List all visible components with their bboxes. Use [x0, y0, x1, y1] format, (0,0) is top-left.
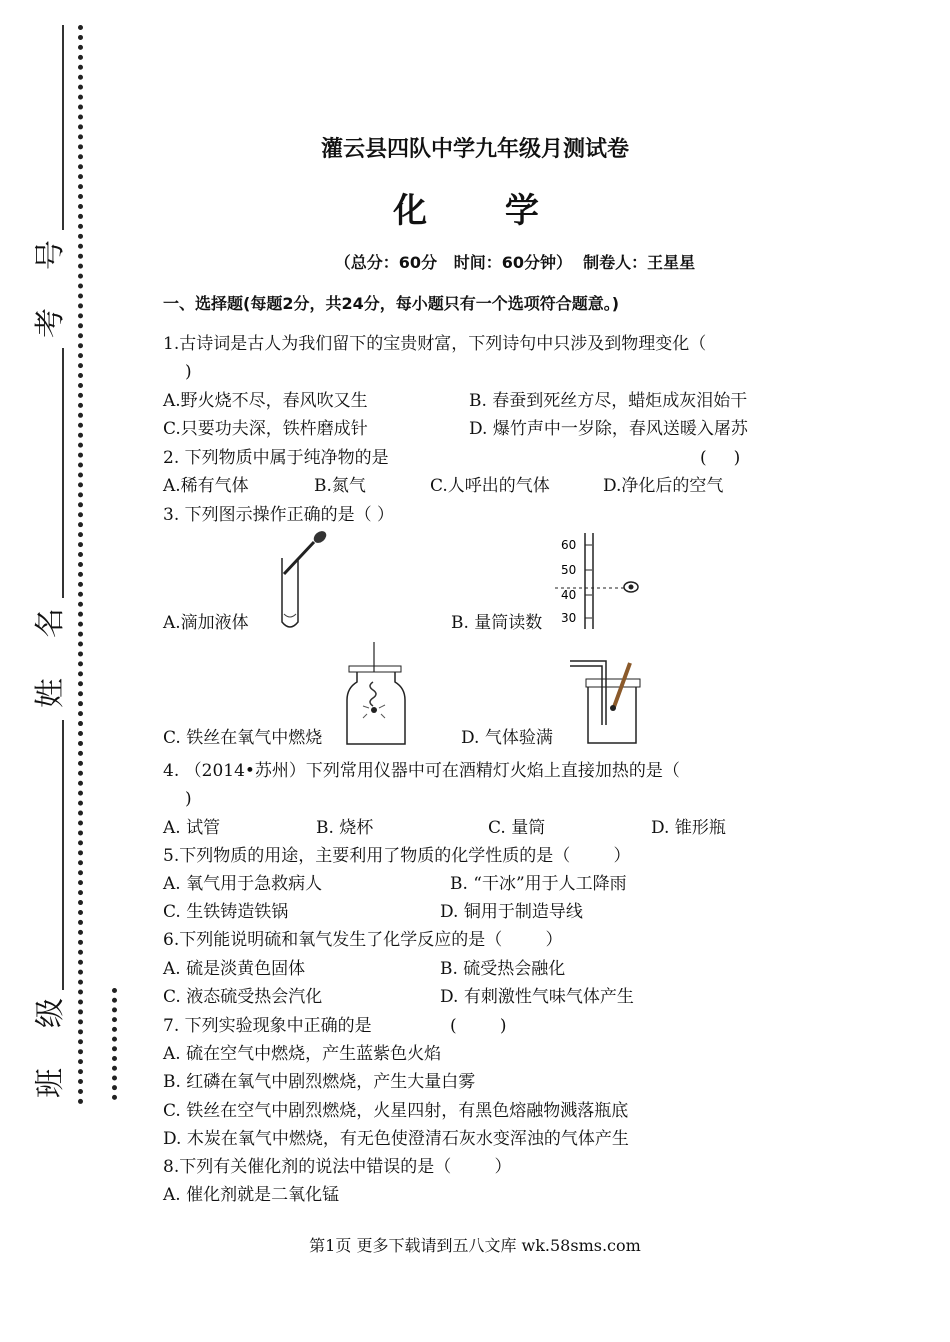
q3-option-a: A.滴加液体 — [163, 613, 249, 633]
dropper-testtube-figure — [270, 530, 340, 630]
gas-check-bottle-figure — [566, 655, 646, 745]
q2-option-c: C.人呼出的气体 — [430, 476, 550, 496]
cylinder-tick-30: 30 — [561, 611, 577, 625]
exam-info: （总分：60分 时间：60分钟） 制卷人：王星星 — [334, 253, 696, 272]
label-ban: 班 — [33, 1068, 68, 1098]
q7-option-d: D. 木炭在氧气中燃烧，有无色使澄清石灰水变浑浊的气体产生 — [163, 1129, 629, 1149]
q1-stem: 1.古诗词是古人为我们留下的宝贵财富，下列诗句中只涉及到物理变化（ — [163, 334, 707, 354]
q4-option-a: A. 试管 — [163, 818, 221, 838]
name-rule — [62, 348, 64, 598]
q5-stem: 5.下列物质的用途，主要利用了物质的化学性质的是（ ） — [163, 846, 631, 866]
q6-stem: 6.下列能说明硫和氧气发生了化学反应的是（ ） — [163, 930, 563, 950]
q5-option-a: A. 氧气用于急救病人 — [163, 874, 323, 894]
q5-option-c: C. 生铁铸造铁锅 — [163, 902, 289, 922]
q4-stem: 4. （2014•苏州）下列常用仪器中可在酒精灯火焰上直接加热的是（ — [163, 761, 680, 781]
q7-paren: ( ) — [450, 1016, 507, 1036]
label-xing: 姓 — [33, 678, 68, 708]
q5-option-b: B. “干冰”用于人工降雨 — [450, 874, 627, 894]
school-title: 灌云县四队中学九年级月测试卷 — [320, 137, 629, 162]
subject-title: 化 学 — [393, 191, 557, 231]
q2-option-b: B.氮气 — [314, 476, 366, 496]
q6-option-b: B. 硫受热会融化 — [440, 959, 566, 979]
q6-option-a: A. 硫是淡黄色固体 — [163, 959, 306, 979]
label-ming: 名 — [33, 608, 68, 638]
label-kao: 考 — [33, 308, 68, 338]
class-rule — [62, 720, 64, 990]
q3-option-c: C. 铁丝在氧气中燃烧 — [163, 728, 323, 748]
q1-option-d: D. 爆竹声中一岁除，春风送暖入屠苏 — [469, 419, 748, 439]
q4-option-d: D. 锥形瓶 — [651, 818, 726, 838]
q3-stem: 3. 下列图示操作正确的是（ ） — [163, 505, 395, 525]
cylinder-tick-50: 50 — [561, 563, 577, 577]
q1-option-c: C.只要功夫深，铁杵磨成针 — [163, 419, 368, 439]
q7-option-c: C. 铁丝在空气中剧烈燃烧，火星四射，有黑色熔融物溅落瓶底 — [163, 1101, 629, 1121]
q6-option-d: D. 有刺激性气味气体产生 — [440, 987, 634, 1007]
q1-option-a: A.野火烧不尽，春风吹又生 — [163, 391, 368, 411]
q2-option-a: A.稀有气体 — [163, 476, 249, 496]
q2-paren: ( ) — [700, 448, 741, 468]
q8-option-a: A. 催化剂就是二氧化锰 — [163, 1185, 340, 1205]
page-footer: 第1页 更多下载请到五八文库 wk.58sms.com — [309, 1236, 641, 1255]
q4-option-c: C. 量筒 — [488, 818, 546, 838]
q8-stem: 8.下列有关催化剂的说法中错误的是（ ） — [163, 1157, 512, 1177]
cylinder-reading-figure — [555, 533, 665, 633]
q1-option-b: B. 春蚕到死丝方尽，蜡炬成灰泪始干 — [469, 391, 748, 411]
q7-stem: 7. 下列实验现象中正确的是 — [163, 1016, 372, 1036]
binding-dotted-line-bottom — [112, 988, 117, 1100]
q2-option-d: D.净化后的空气 — [603, 476, 724, 496]
q4-stem-cont: ) — [185, 789, 192, 809]
cylinder-tick-40: 40 — [561, 588, 577, 602]
q3-option-d: D. 气体验满 — [461, 728, 553, 748]
q6-option-c: C. 液态硫受热会汽化 — [163, 987, 323, 1007]
q5-option-d: D. 铜用于制造导线 — [440, 902, 583, 922]
cylinder-tick-60: 60 — [561, 538, 577, 552]
label-ji: 级 — [33, 998, 68, 1028]
label-hao: 号 — [33, 240, 68, 270]
q7-option-a: A. 硫在空气中燃烧，产生蓝紫色火焰 — [163, 1044, 442, 1064]
iron-burning-bottle-figure — [343, 642, 413, 747]
q1-stem-cont: ) — [185, 362, 192, 382]
q4-option-b: B. 烧杯 — [316, 818, 374, 838]
section-heading: 一、选择题(每题2分，共24分，每小题只有一个选项符合题意。) — [163, 294, 620, 313]
q2-stem: 2. 下列物质中属于纯净物的是 — [163, 448, 389, 468]
q7-option-b: B. 红磷在氧气中剧烈燃烧，产生大量白雾 — [163, 1072, 476, 1092]
q3-option-b: B. 量筒读数 — [451, 613, 543, 633]
